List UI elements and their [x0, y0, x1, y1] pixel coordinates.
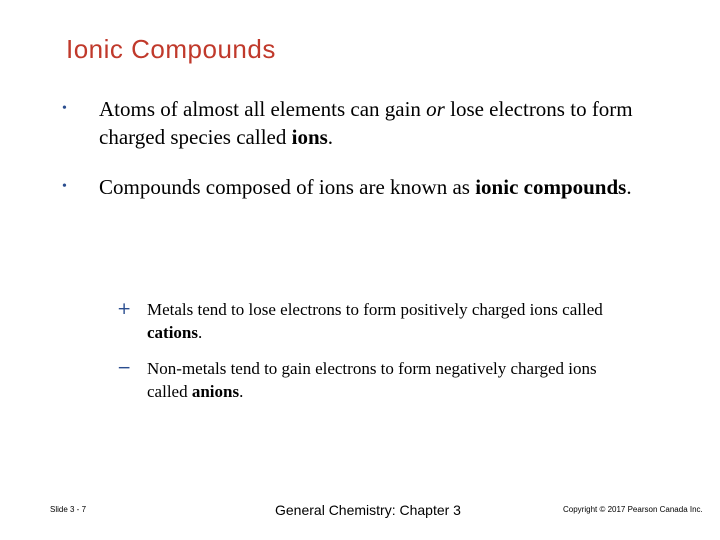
- bullet-text: Atoms of almost all elements can gain: [99, 97, 427, 121]
- bullet-italic: or: [426, 97, 445, 121]
- bullet-text: .: [327, 125, 334, 149]
- bullet-text: Compounds composed of ions are known as: [99, 175, 476, 199]
- bullet-text: .: [626, 175, 632, 199]
- sub-bullet-anions: [117, 357, 637, 403]
- sub-bullet-text: .: [198, 323, 203, 342]
- minus-icon: −: [117, 358, 132, 378]
- sub-bullet-bold-term: cations: [147, 323, 198, 342]
- bullet-item-1: [62, 95, 672, 151]
- main-bullet-list: [62, 95, 672, 223]
- bullet-bold-term: ions: [291, 125, 328, 149]
- sub-bullet-text: Non-metals tend to gain electrons to form negatively charged ions called: [147, 359, 597, 401]
- bullet-dot-icon: •: [62, 179, 67, 194]
- plus-icon: +: [117, 299, 132, 319]
- bullet-item-2: [62, 173, 672, 201]
- bullet-bold-term: ionic compounds: [475, 175, 627, 199]
- footer-copyright: Copyright © 2017 Pearson Canada Inc.: [563, 505, 703, 514]
- slide-number: Slide 3 - 7: [50, 505, 87, 514]
- slide-title: Ionic Compounds: [66, 34, 276, 64]
- sub-bullet-cations: [117, 298, 637, 344]
- sub-bullet-text: Metals tend to lose electrons to form positively charged ions called: [147, 300, 603, 319]
- bullet-text: lose electrons to form charged species called: [99, 97, 633, 149]
- sub-bullet-bold-term: anions: [191, 382, 240, 401]
- bullet-dot-icon: •: [62, 101, 67, 116]
- sub-bullet-list: [117, 298, 637, 416]
- sub-bullet-text: .: [239, 382, 244, 401]
- footer-chapter: General Chemistry: Chapter 3: [275, 502, 461, 518]
